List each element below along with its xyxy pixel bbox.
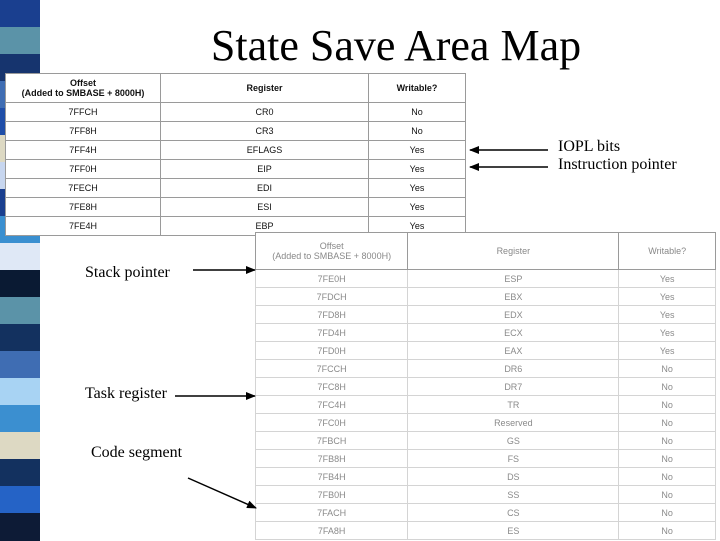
writable-cell: No (619, 522, 716, 540)
register-cell: Reserved (408, 414, 619, 432)
writable-cell: Yes (619, 306, 716, 324)
offset-cell: 7FD4H (256, 324, 408, 342)
column-header: Writable? (619, 233, 716, 270)
register-cell: EAX (408, 342, 619, 360)
writable-cell: Yes (619, 342, 716, 360)
offset-cell: 7FACH (256, 504, 408, 522)
writable-cell: Yes (369, 160, 466, 179)
register-cell: TR (408, 396, 619, 414)
register-cell: ES (408, 522, 619, 540)
offset-cell: 7FB0H (256, 486, 408, 504)
slide-title: State Save Area Map (210, 21, 582, 70)
register-cell: DR7 (408, 378, 619, 396)
offset-cell: 7FE8H (6, 198, 161, 217)
offset-cell: 7FECH (6, 179, 161, 198)
column-header: Offset (Added to SMBASE + 8000H) (256, 233, 408, 270)
writable-cell: No (619, 504, 716, 522)
offset-cell: 7FFCH (6, 103, 161, 122)
register-cell: EFLAGS (161, 141, 369, 160)
writable-cell: No (369, 103, 466, 122)
writable-cell: Yes (619, 324, 716, 342)
register-cell: DS (408, 468, 619, 486)
register-cell: DR6 (408, 360, 619, 378)
column-header: Register (408, 233, 619, 270)
register-cell: EIP (161, 160, 369, 179)
writable-cell: No (369, 122, 466, 141)
writable-cell: No (619, 432, 716, 450)
offset-cell: 7FE4H (6, 217, 161, 236)
offset-cell: 7FF4H (6, 141, 161, 160)
offset-cell: 7FD0H (256, 342, 408, 360)
offset-cell: 7FD8H (256, 306, 408, 324)
offset-cell: 7FBCH (256, 432, 408, 450)
writable-cell: Yes (369, 217, 466, 236)
register-cell: FS (408, 450, 619, 468)
offset-cell: 7FF0H (6, 160, 161, 179)
register-cell: SS (408, 486, 619, 504)
annotation-stack-pointer: Stack pointer (85, 264, 170, 281)
writable-cell: No (619, 468, 716, 486)
annotation-task-register: Task register (85, 385, 167, 402)
register-cell: CR3 (161, 122, 369, 141)
register-cell: EBX (408, 288, 619, 306)
writable-cell: No (619, 450, 716, 468)
annotation-code-segment: Code segment (91, 444, 183, 461)
offset-cell: 7FC4H (256, 396, 408, 414)
annotation-iopl-bits: IOPL bits (558, 138, 621, 155)
writable-cell: Yes (619, 270, 716, 288)
writable-cell: Yes (619, 288, 716, 306)
writable-cell: No (619, 396, 716, 414)
writable-cell: No (619, 486, 716, 504)
register-cell: EDI (161, 179, 369, 198)
writable-cell: Yes (369, 141, 466, 160)
writable-cell: Yes (369, 198, 466, 217)
register-cell: CR0 (161, 103, 369, 122)
offset-cell: 7FE0H (256, 270, 408, 288)
offset-cell: 7FC8H (256, 378, 408, 396)
offset-cell: 7FF8H (6, 122, 161, 141)
register-cell: ESP (408, 270, 619, 288)
offset-cell: 7FDCH (256, 288, 408, 306)
writable-cell: Yes (369, 179, 466, 198)
annotation-instruction-pointer: Instruction pointer (558, 156, 677, 173)
register-cell: GS (408, 432, 619, 450)
offset-cell: 7FB4H (256, 468, 408, 486)
offset-cell: 7FA8H (256, 522, 408, 540)
register-cell: CS (408, 504, 619, 522)
column-header: Register (161, 74, 369, 103)
column-header: Writable? (369, 74, 466, 103)
writable-cell: No (619, 378, 716, 396)
offset-cell: 7FB8H (256, 450, 408, 468)
column-header: Offset (Added to SMBASE + 8000H) (6, 74, 161, 103)
writable-cell: No (619, 414, 716, 432)
register-cell: ESI (161, 198, 369, 217)
register-cell: EDX (408, 306, 619, 324)
offset-cell: 7FC0H (256, 414, 408, 432)
arrow-code-segment (188, 478, 256, 508)
register-cell: EBP (161, 217, 369, 236)
register-cell: ECX (408, 324, 619, 342)
writable-cell: No (619, 360, 716, 378)
offset-cell: 7FCCH (256, 360, 408, 378)
